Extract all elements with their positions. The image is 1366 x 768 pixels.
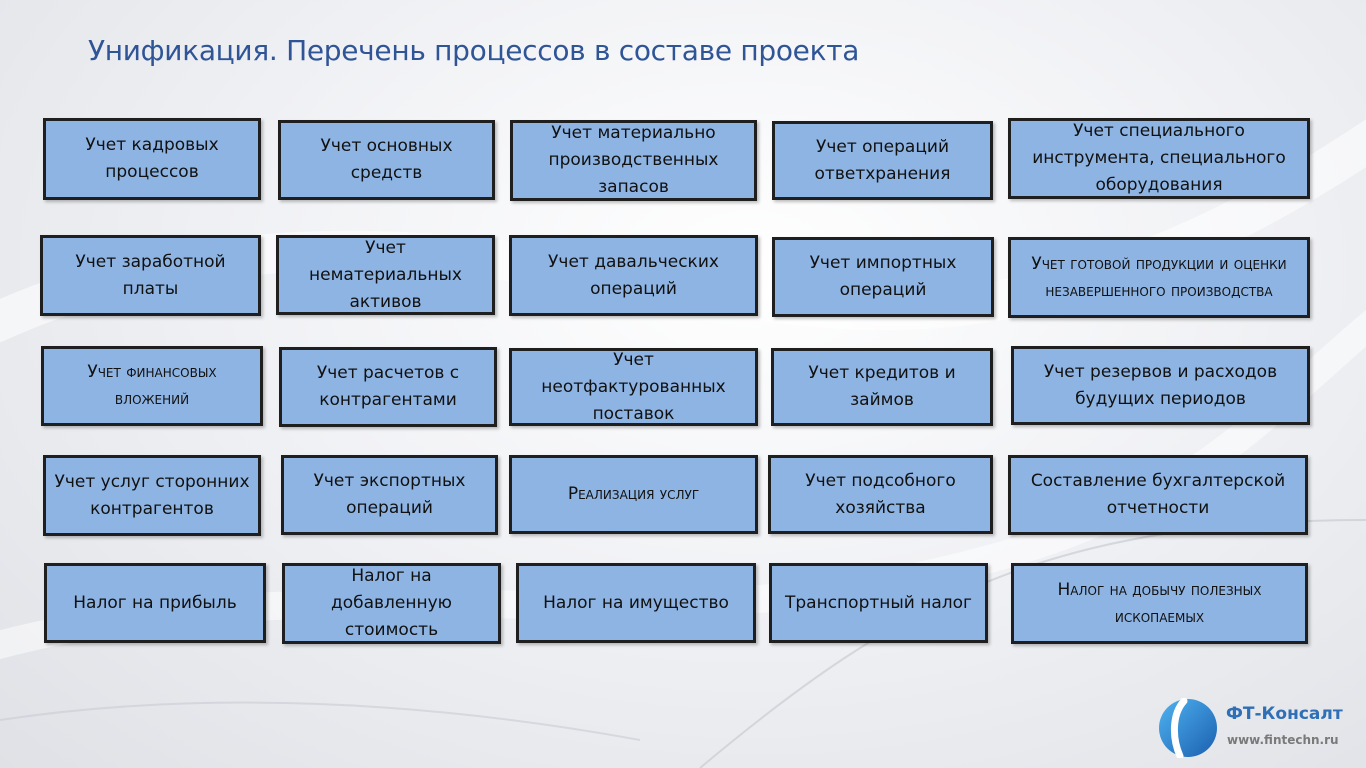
- page-title: Унификация. Перечень процессов в составе проекта: [88, 34, 860, 67]
- process-label: Учет нематериальных активов: [309, 237, 462, 312]
- process-label: Учет кадровых процессов: [85, 135, 219, 182]
- process-label: Учет готовой продукции и оценки незавершенного производства: [1031, 253, 1287, 301]
- process-box: [44, 563, 266, 643]
- process-label: Учет материально производственных запасов: [548, 123, 719, 197]
- process-box: [516, 563, 756, 643]
- process-box: [509, 348, 758, 426]
- process-box: [278, 120, 495, 200]
- process-box: [772, 121, 993, 200]
- process-box: [1008, 237, 1310, 318]
- process-label: Учет давальческих операций: [548, 251, 719, 299]
- ft-consult-logo-icon: [1158, 698, 1218, 758]
- process-box: [276, 235, 495, 315]
- process-box: [772, 237, 994, 317]
- process-label: Учет резервов и расходов будущих периодов: [1043, 361, 1278, 409]
- process-label: Налог на добычу полезных ископаемых: [1057, 579, 1262, 627]
- process-label: Учет финансовых вложений: [87, 362, 217, 409]
- process-box: [1008, 118, 1310, 199]
- process-label: Учет расчетов с контрагентами: [316, 363, 460, 410]
- process-label: Транспортный налог: [785, 592, 972, 613]
- process-label: Налог на добавленную стоимость: [330, 566, 452, 640]
- process-box: [509, 235, 758, 316]
- process-box: [40, 235, 261, 316]
- brand-website: www.fintechn.ru: [1227, 733, 1339, 747]
- process-label: Учет неотфактурованных поставок: [541, 349, 726, 424]
- process-box: [43, 455, 261, 536]
- process-box: [41, 346, 263, 426]
- brand-name: ФТ-Консалт: [1226, 704, 1343, 724]
- process-box: [1011, 346, 1310, 425]
- process-label: Учет основных средств: [320, 136, 453, 183]
- process-box: [282, 563, 501, 644]
- process-label: Учет кредитов и займов: [808, 363, 956, 410]
- process-label: Учет операций ответхранения: [814, 136, 951, 184]
- process-label: Учет специального инструмента, специального оборудования: [1032, 121, 1286, 195]
- process-label: Учет подсобного хозяйства: [805, 470, 956, 518]
- process-box: [509, 455, 758, 534]
- process-label: Учет услуг сторонних контрагентов: [54, 471, 250, 519]
- process-label: Реализация услуг: [567, 484, 700, 504]
- process-box: [771, 348, 993, 426]
- process-label: Учет импортных операций: [809, 253, 957, 300]
- process-box: [510, 120, 757, 201]
- process-label: Налог на имущество: [543, 592, 729, 613]
- process-label: Составление бухгалтерской отчетности: [1030, 471, 1286, 518]
- process-label: Учет экспортных операций: [313, 471, 466, 518]
- process-box: [1011, 563, 1308, 644]
- process-box: [281, 455, 498, 535]
- process-box: [1008, 455, 1308, 535]
- process-label: Налог на прибыль: [73, 592, 237, 613]
- process-box: [769, 563, 988, 643]
- process-box: [279, 347, 497, 427]
- process-label: Учет заработной платы: [75, 251, 226, 299]
- process-box: [768, 455, 993, 534]
- process-box: [43, 118, 261, 200]
